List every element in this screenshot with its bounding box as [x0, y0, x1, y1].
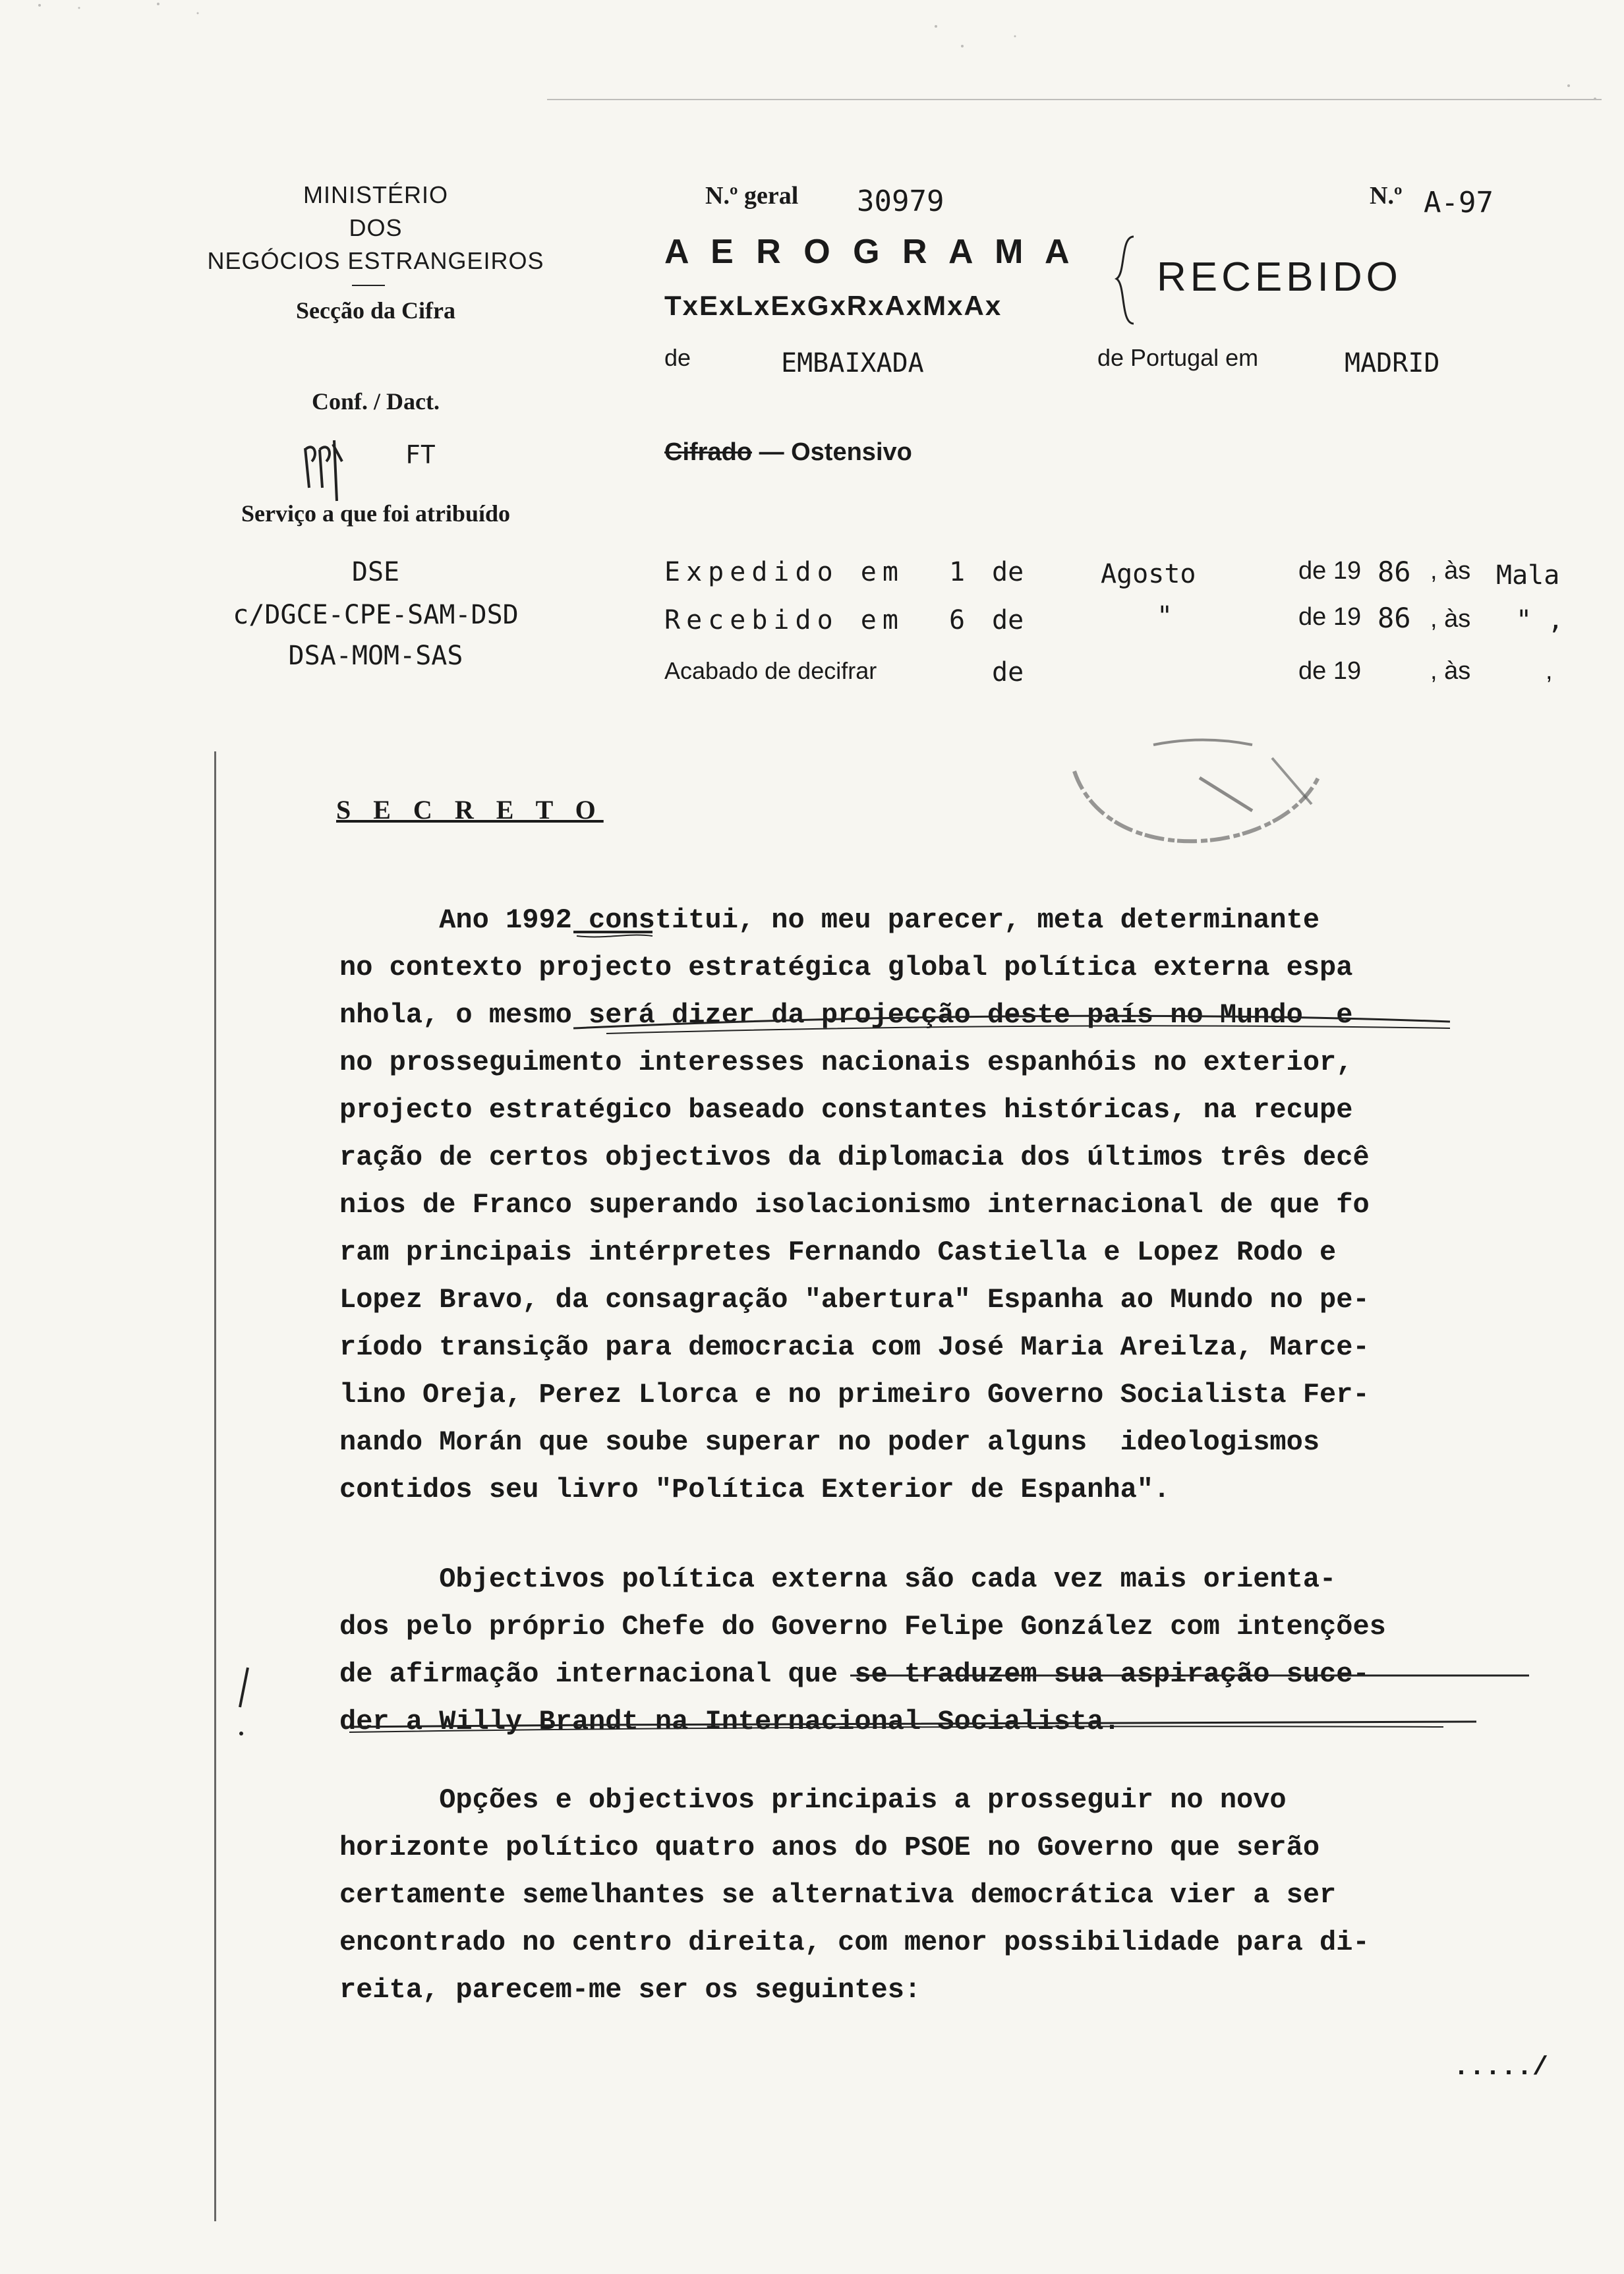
continuation-mark: ...../	[1453, 2053, 1549, 2083]
type-telegrama-struck: TxExLxExGxRxAxMxAx	[664, 290, 1002, 321]
paragraph-2-line: dos pelo próprio Chefe do Governo Felipe González com intenções	[339, 1611, 1386, 1643]
paragraph-1-line: contidos seu livro "Política Exterior de Espanha".	[339, 1474, 1171, 1505]
paragraph-2-line: der a Willy Brandt na Internacional Socialista.	[339, 1706, 1120, 1737]
expedido-year: 86	[1378, 556, 1411, 588]
scan-noise	[0, 0, 1624, 112]
geral-number: 30979	[857, 185, 944, 218]
classification-struck: Cifrado	[664, 438, 752, 466]
classification: — Ostensivo	[759, 438, 912, 466]
service-line-1: DSE	[351, 557, 400, 587]
recebido-de: de	[992, 605, 1024, 635]
de-portugal-label: de Portugal em	[1097, 344, 1259, 371]
ministry-line2: DOS	[349, 214, 403, 241]
expedido-month: Agosto	[1101, 559, 1196, 589]
geral-label: N.º geral	[705, 182, 799, 210]
number-label: N.º	[1370, 182, 1403, 210]
handwritten-underlines-2	[224, 1661, 1542, 1766]
classification-row	[664, 438, 912, 467]
ministry-line3: NEGÓCIOS ESTRANGEIROS	[207, 247, 544, 274]
paragraph-1-line: ram principais intérpretes Fernando Castiella e Lopez Rodo e	[339, 1237, 1337, 1268]
decifrar-label: Acabado de decifrar	[664, 657, 877, 684]
conf-label: Conf. / Dact.	[312, 388, 440, 415]
ministry-line1: MINISTÉRIO	[303, 181, 448, 208]
paragraph-3-line: Opções e objectivos principais a prosseguir no novo	[339, 1784, 1287, 1816]
paragraph-3-line: horizonte político quatro anos do PSOE no Governo que serão	[339, 1832, 1320, 1863]
from-de-label: de	[664, 344, 691, 371]
decifrar-year-label: de 19	[1298, 657, 1362, 685]
status-received: RECEBIDO	[1157, 254, 1402, 300]
service-line-3: DSA-MOM-SAS	[288, 641, 463, 671]
recebido-day: 6	[949, 605, 966, 635]
handwritten-underlines-1	[330, 903, 1490, 1074]
section-label: Secção da Cifra	[296, 297, 455, 324]
decifrar-as: , às	[1430, 657, 1471, 685]
decifrar-de: de	[992, 657, 1024, 687]
paragraph-1-line: ração de certos objectivos da diplomacia dos últimos três decê	[339, 1142, 1370, 1173]
recebido-year-label: de 19	[1298, 603, 1362, 631]
paragraph-2-line: Objectivos política externa são cada vez mais orienta-	[339, 1563, 1337, 1595]
secret-heading: S E C R E T O	[336, 795, 604, 825]
paragraph-1-line: nando Morán que soube superar no poder alguns ideologismos	[339, 1426, 1320, 1458]
paragraph-3-line: certamente semelhantes se alternativa democrática vier a ser	[339, 1879, 1337, 1911]
decifrar-end: ,	[1546, 657, 1553, 685]
paragraph-1-line: nios de Franco superando isolacionismo internacional de que fo	[339, 1189, 1370, 1221]
paragraph-1-line: nhola, o mesmo será dizer da projecção deste país no Mundo e	[339, 999, 1353, 1031]
expedido-label: Expedido em	[664, 557, 904, 587]
received-stamp	[1055, 718, 1331, 870]
recebido-via: " ,	[1516, 605, 1564, 635]
paragraph-1-line: ríodo transição para democracia com José Maria Areilza, Marce-	[339, 1331, 1370, 1363]
recebido-as: , às	[1430, 605, 1471, 633]
paragraph-3-line: encontrado no centro direita, com menor possibilidade para di-	[339, 1927, 1370, 1958]
conf-initials: FT	[405, 440, 436, 469]
paragraph-3	[339, 1776, 1552, 2014]
expedido-via: Mala	[1496, 560, 1560, 591]
type-bracket	[1114, 234, 1140, 326]
service-line-2: c/DGCE-CPE-SAM-DSD	[233, 600, 519, 630]
expedido-day: 1	[949, 557, 966, 587]
type-aerograma: A E R O G R A M A	[664, 233, 1076, 271]
service-label: Serviço a que foi atribuído	[241, 500, 510, 527]
number-value: A-97	[1424, 186, 1494, 219]
from-embassy: EMBAIXADA	[781, 348, 924, 378]
paragraph-2-line: de afirmação internacional que se traduzem sua aspiração suce-	[339, 1658, 1370, 1690]
ministry-rule	[352, 285, 385, 286]
margin-line	[214, 751, 216, 2221]
paragraph-1-line: Ano 1992 constitui, no meu parecer, meta determinante	[339, 904, 1320, 936]
city: MADRID	[1345, 348, 1440, 378]
paragraph-1-line: Lopez Bravo, da consagração "abertura" Espanha ao Mundo no pe-	[339, 1284, 1370, 1316]
paragraph-3-line: reita, parecem-me ser os seguintes:	[339, 1974, 921, 2006]
recebido-year: 86	[1378, 602, 1411, 634]
expedido-as: , às	[1430, 557, 1471, 585]
paragraph-1-line: no contexto projecto estratégica global política externa espa	[339, 952, 1353, 983]
expedido-year-label: de 19	[1298, 557, 1362, 585]
paragraph-1-line: no prosseguimento interesses nacionais espanhóis no exterior,	[339, 1047, 1353, 1078]
expedido-de: de	[992, 557, 1024, 587]
paragraph-1-line: projecto estratégico baseado constantes históricas, na recupe	[339, 1094, 1353, 1126]
handwritten-initials	[300, 435, 353, 508]
paragraph-1-line: lino Oreja, Perez Llorca e no primeiro Governo Socialista Fer-	[339, 1379, 1370, 1411]
recebido-month: "	[1157, 601, 1173, 631]
recebido-label: Recebido em	[664, 605, 904, 635]
